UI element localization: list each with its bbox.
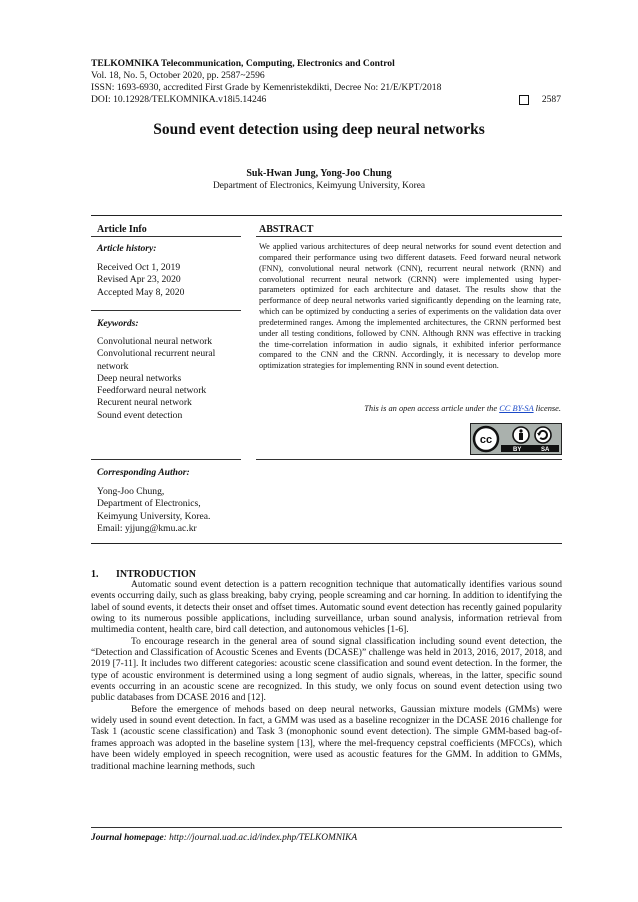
- keyword: Recurent neural network: [97, 397, 192, 409]
- journal-doi: DOI: 10.12928/TELKOMNIKA.v18i5.14246: [91, 94, 267, 105]
- paragraph: To encourage research in the general area of sound signal classification including sound event detection, the “Detection and Classification of Acoustic Scenes and Events (DCASE)” challenge was held in 2013, 2016, 2017, 2018, and 2019 [7-11]. It includes two different categories: acoustic scene classification and sound event detection. In the former, the type of acoustic environment is determined using a long segment of audio signals, whereas, in the latter, specific sound events occurring in an acoustic scene are recognized. In this study, we only focus on sound event detection using two public databases from DCASE 2016 and [12].: [91, 636, 562, 704]
- divider: [256, 459, 562, 460]
- open-access-note: [259, 404, 561, 413]
- author-name: Yong-Joo Chung,: [97, 486, 165, 497]
- author-email: Email: yjjung@kmu.ac.kr: [97, 522, 197, 534]
- paper-title: Sound event detection using deep neural networks: [153, 121, 485, 138]
- divider: [91, 236, 241, 237]
- paragraph: Before the emergence of mehods based on deep neural networks, Gaussian mixture models (GMMs) were widely used in sound event detection. In fact, a GMM was used as a baseline recognizer in the DCASE 2016 challenge for Task 1 (acoustic scene classification) and Task 3 (monophonic sound event detection). The simple GMM-based bag-of-frames approach was adopted in the baseline system [13], where the mel-frequency cepstral coefficients (MFCCs), which have been widely employed in speech recognition, were used as acoustic features for the GMM. In addition to GMMs, traditional machine learning methods, such: [91, 704, 562, 772]
- cc-by-sa-badge[interactable]: [470, 423, 562, 455]
- keywords-label: Keywords:: [97, 318, 139, 329]
- section-title: INTRODUCTION: [116, 569, 197, 580]
- keyword: Convolutional neural network: [97, 336, 213, 347]
- abstract-heading: ABSTRACT: [259, 224, 314, 235]
- keyword: Deep neural networks: [97, 372, 182, 384]
- open-access-prefix: This is an open access article under the: [364, 404, 500, 413]
- keywords-list: [97, 336, 240, 422]
- journal-header: [91, 58, 561, 106]
- corresponding-author: [97, 486, 257, 535]
- square-icon: [519, 95, 529, 105]
- keyword: network: [97, 360, 129, 372]
- article-info-heading: Article Info: [97, 224, 147, 235]
- keyword: Sound event detection: [97, 409, 183, 421]
- page-number: 2587: [541, 94, 561, 105]
- section-heading: [91, 569, 196, 580]
- section-number: 1.: [91, 569, 99, 580]
- badge-by-label: BY: [513, 447, 522, 453]
- svg-text:cc: cc: [479, 434, 493, 446]
- divider: [256, 236, 562, 237]
- journal-footer: [91, 833, 357, 843]
- badge-bar: [501, 445, 559, 452]
- article-history-label: Article history:: [97, 243, 157, 254]
- keyword: Convolutional recurrent neural: [97, 348, 216, 360]
- received-date: Received Oct 1, 2019: [97, 262, 181, 273]
- author-university: Keimyung University, Korea.: [97, 510, 211, 522]
- keyword: Feedforward neural network: [97, 385, 207, 397]
- divider: [91, 215, 562, 216]
- revised-date: Revised Apr 23, 2020: [97, 274, 181, 286]
- author-affiliation: Department of Electronics, Keimyung University, Korea: [212, 181, 426, 191]
- divider: [91, 459, 241, 460]
- journal-volume: Vol. 18, No. 5, October 2020, pp. 2587~2596: [91, 70, 265, 81]
- paragraph: Automatic sound event detection is a pattern recognition technique that automatically identifies various sound events occurring daily, such as glass breaking, baby crying, people screaming and car horning. In addition to identifying the label of sound events, it detects their onset and offset times. Automatic sound event detection has recently gained popularity owing to its numerous possible applications, including surveillance, urban sound analysis, information retrieval from multimedia content, health care, bird call detection, and autonomous vehicles [1-6].: [91, 580, 563, 636]
- journal-name: TELKOMNIKA Telecommunication, Computing, Electronics and Control: [91, 58, 395, 69]
- divider: [91, 827, 562, 828]
- homepage-url[interactable]: : http://journal.uad.ac.id/index.php/TELKOMNIKA: [163, 833, 358, 843]
- open-access-suffix: license.: [533, 404, 561, 413]
- article-history: [97, 262, 240, 299]
- section-body: [91, 580, 562, 773]
- author-department: Department of Electronics,: [97, 498, 201, 510]
- journal-issn: ISSN: 1693-6930, accredited First Grade by Kemenristekdikti, Decree No: 21/E/KPT/2018: [91, 82, 442, 93]
- accepted-date: Accepted May 8, 2020: [97, 286, 185, 298]
- homepage-label: Journal homepage: [91, 833, 164, 843]
- badge-sa-label: SA: [541, 447, 550, 453]
- corresponding-author-label: Corresponding Author:: [97, 467, 190, 478]
- license-link[interactable]: CC BY-SA: [499, 404, 534, 413]
- paper-authors: Suk-Hwan Jung, Yong-Joo Chung: [246, 168, 392, 179]
- divider: [91, 543, 562, 544]
- divider: [91, 310, 241, 311]
- abstract-text: We applied various architectures of deep neural networks for sound event detection and compared their performance using two different datasets. Feed forward neural network (FNN), convolutional neural network (CNN), recurrent neural network (RNN) and convolutional recurrent neural network (CRNN) were implemented using hyper-parameters optimized for each architecture and dataset. The results show that the performance of deep neural networks varied significantly depending on the learning rate, which can be optimized by conducting a series of experiments on the validation data over predetermined ranges. Among the implemented architectures, the CRNN performed best under all testing conditions, followed by CNN. Although RNN was effective in tracking the time-correlation information in audio signals, it exhibited inferior performance compared to the CNN and the CRNN. Accordingly, it is necessary to develop more optimization strategies for implementing RNN in sound event detection.: [259, 242, 561, 371]
